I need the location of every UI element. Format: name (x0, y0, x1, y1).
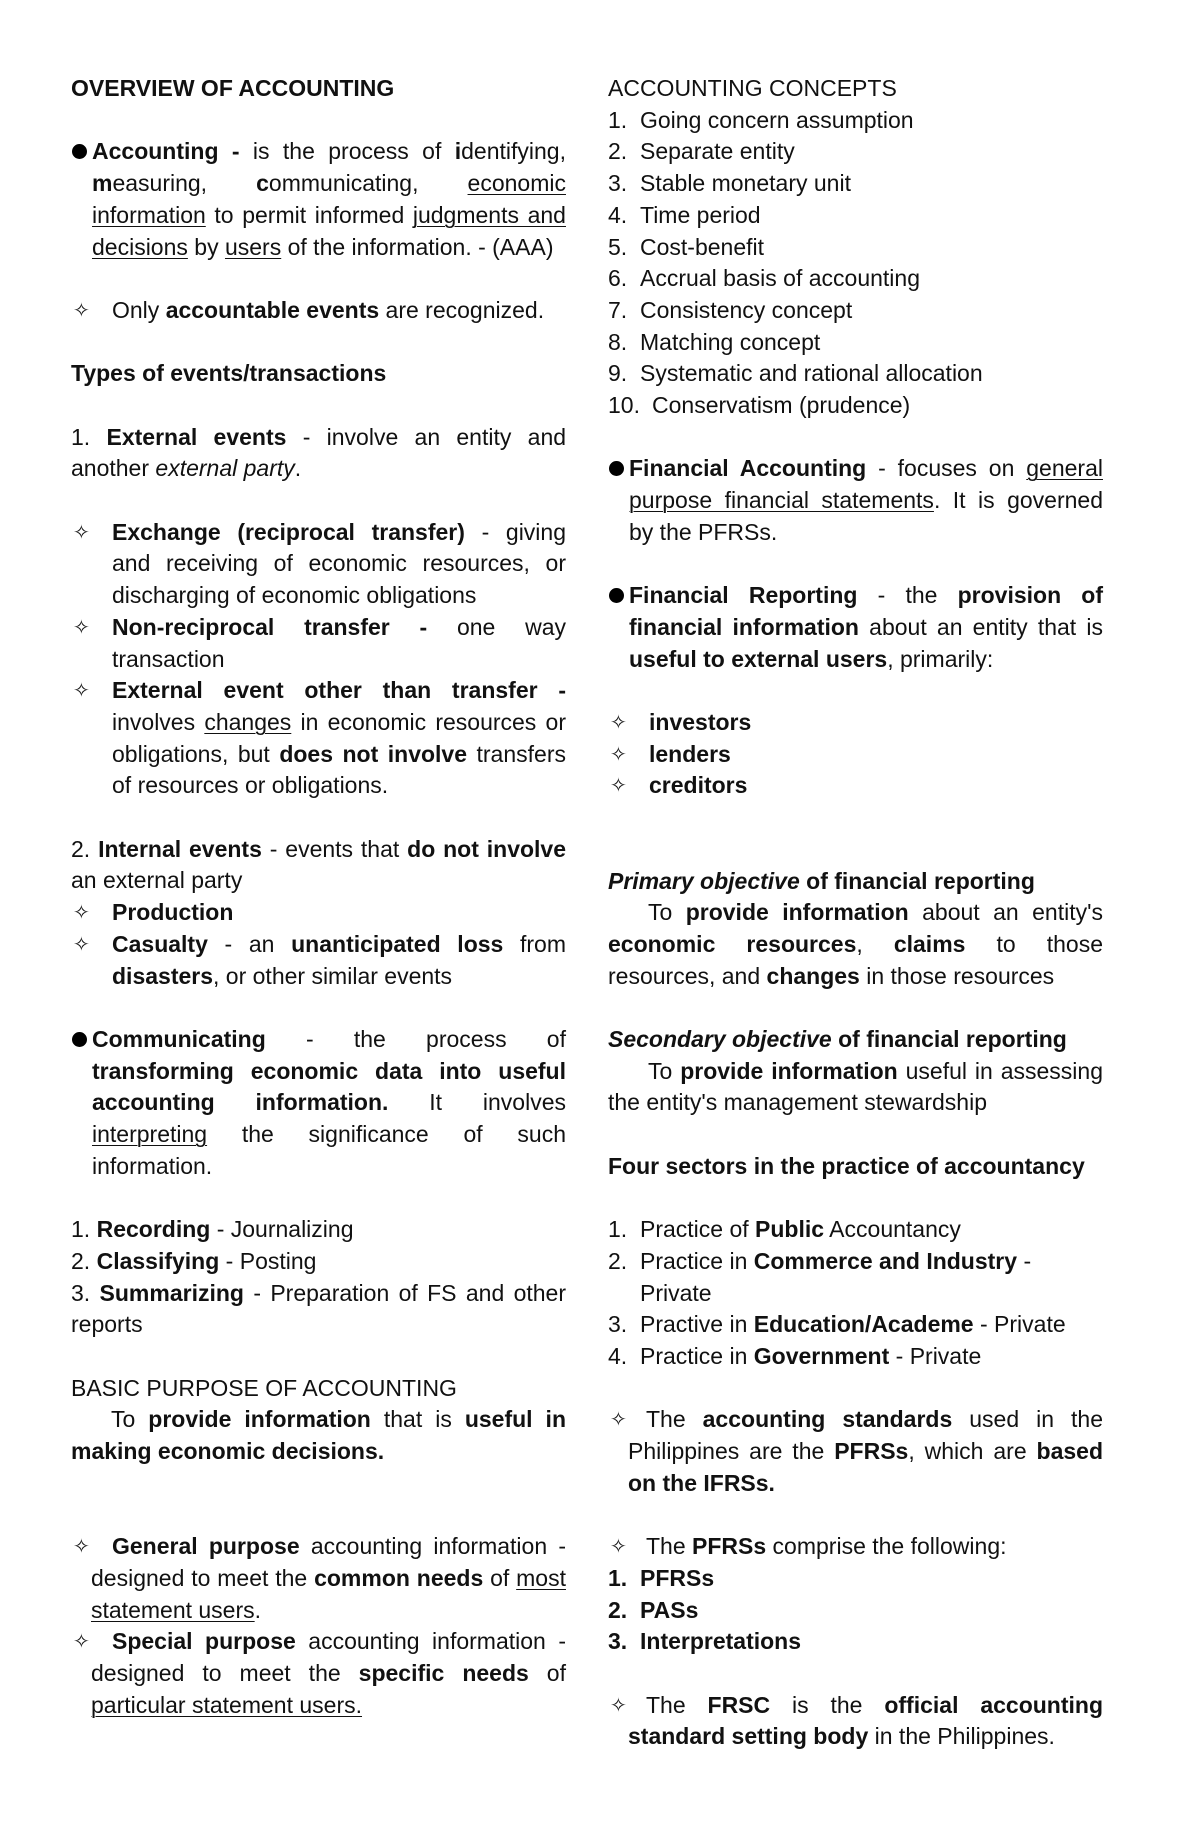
star-bullet-icon: ✧ (73, 1534, 90, 1559)
text: Primary objective (608, 867, 800, 894)
text (628, 1692, 646, 1718)
text: is the process of (239, 138, 455, 165)
text: useful in assessing the entity's management stewardship (608, 1057, 1104, 1116)
text: provide information (685, 899, 909, 926)
list-item (608, 136, 1103, 168)
text: Recording (96, 1216, 211, 1243)
text: , (856, 930, 894, 957)
text: is the (770, 1691, 885, 1718)
text: specific needs (358, 1660, 529, 1686)
star-bullet-icon: ✧ (73, 931, 90, 956)
star-bullet-icon: ✧ (73, 297, 90, 322)
user-lenders (608, 739, 1103, 771)
list-item (608, 200, 1103, 232)
user-creditors (608, 770, 1103, 802)
text: Communicating (92, 1025, 266, 1052)
text: Secondary objective (608, 1026, 832, 1053)
text: that is (370, 1406, 465, 1433)
text: of financial reporting (831, 1026, 1067, 1053)
star-bullet-icon: ✧ (73, 1629, 90, 1654)
text: The (646, 1533, 693, 1560)
casualty-item (71, 929, 566, 992)
text: one way transaction (112, 613, 566, 672)
standards-note (608, 1404, 1103, 1499)
types-heading: Types of events/transactions (71, 360, 387, 387)
text: 7. (608, 296, 628, 323)
text: provide information (148, 1406, 371, 1433)
list-item (608, 327, 1103, 359)
text: The (646, 1691, 708, 1718)
bullet-dot-icon (72, 144, 87, 159)
text: PFRSs (834, 1438, 909, 1465)
text (628, 1533, 646, 1559)
list-item (608, 1626, 1103, 1658)
text: It involves (388, 1089, 566, 1116)
star-bullet-icon: ✧ (610, 741, 627, 766)
text: changes (204, 708, 292, 735)
text: , primarily: (887, 645, 994, 672)
text: provide information (680, 1057, 898, 1084)
text (91, 1533, 112, 1559)
text: of financial reporting (799, 867, 1035, 894)
text: Exchange (reciprocal transfer) (112, 518, 465, 545)
text: - involve an entity and another (71, 423, 567, 482)
text: provision of financial information (629, 582, 1103, 640)
text: 4. (608, 201, 628, 228)
text: disasters (112, 962, 214, 989)
text: of (528, 1660, 566, 1686)
frsc-note (608, 1690, 1103, 1753)
text: common needs (314, 1564, 484, 1591)
nonreciprocal-item (71, 612, 566, 675)
text: useful in making economic decisions. (71, 1406, 566, 1465)
text: Practice in (640, 1247, 754, 1274)
text: in those resources (859, 962, 1055, 989)
text: Special purpose (112, 1628, 296, 1655)
list-item (608, 1341, 1103, 1373)
text: Going concern assumption (640, 106, 914, 133)
text: Financial Accounting (629, 455, 867, 482)
text: economic resources (608, 930, 857, 957)
text: of the information. - (AAA) (281, 233, 554, 260)
text: Non-reciprocal transfer - (112, 613, 428, 640)
primary-objective-heading (608, 866, 1103, 898)
star-bullet-icon: ✧ (610, 1692, 627, 1717)
text: Consistency concept (640, 296, 853, 323)
list-item (608, 390, 1103, 422)
text: PFRSs (692, 1533, 767, 1560)
bullet-dot-icon (609, 461, 624, 476)
text: dentifying, (461, 138, 566, 165)
text: used in the Philippines are the (628, 1406, 1104, 1465)
star-bullet-icon: ✧ (610, 1534, 627, 1559)
text (91, 1628, 112, 1654)
exchange-item (71, 517, 566, 612)
text: 3. (608, 1628, 628, 1655)
primary-objective-text (608, 897, 1103, 992)
text: accounting information - designed to meet the (91, 1533, 566, 1591)
text: , or other similar events (213, 962, 453, 989)
text: particular statement users. (91, 1691, 363, 1718)
text: Matching concept (640, 328, 821, 355)
list-item (608, 105, 1103, 137)
text: useful to external users (629, 645, 888, 672)
left-column (71, 73, 566, 1721)
list-item (608, 1214, 1103, 1246)
text: Separate entity (640, 138, 795, 165)
text: Conservatism (prudence) (652, 392, 911, 419)
text: does not involve (279, 740, 468, 767)
text: - Private (889, 1343, 982, 1370)
text: - Preparation of FS and other reports (71, 1279, 567, 1338)
term: Accounting - (92, 138, 240, 165)
bullet-dot-icon (72, 1032, 87, 1047)
text: 3. (71, 1279, 91, 1306)
bullet-dot-icon (609, 588, 624, 603)
text: do not involve (407, 835, 567, 862)
star-bullet-icon: ✧ (73, 678, 90, 703)
secondary-objective-heading (608, 1024, 1103, 1056)
text: lenders (649, 740, 731, 767)
text: 2. (608, 1247, 628, 1274)
text: 9. (608, 360, 628, 387)
text: 3. (608, 170, 628, 197)
list-item (608, 1246, 1103, 1309)
text: - Private (640, 1247, 1032, 1306)
text: i (454, 138, 462, 165)
internal-events (71, 834, 566, 897)
text: External events (106, 423, 287, 450)
user-investors (608, 707, 1103, 739)
text (628, 1406, 646, 1432)
list-item (608, 263, 1103, 295)
basic-purpose-text (71, 1404, 566, 1467)
text: - Posting (219, 1247, 317, 1274)
basic-purpose-heading: BASIC PURPOSE OF ACCOUNTING (71, 1374, 457, 1401)
text: accounting information - designed to meet the (91, 1628, 567, 1686)
text: Only (112, 296, 166, 323)
list-item (608, 358, 1103, 390)
text: 1. (608, 106, 628, 133)
text: PASs (640, 1596, 699, 1623)
financial-accounting-definition (608, 453, 1103, 548)
text: changes (766, 962, 860, 989)
production-item (71, 897, 566, 929)
secondary-objective-text (608, 1056, 1103, 1119)
text: - the process of (265, 1025, 566, 1052)
text: 8. (608, 328, 628, 355)
text: general purpose financial statements (629, 455, 1103, 514)
text: Time period (640, 201, 761, 228)
text: Interpretations (640, 1628, 802, 1655)
general-purpose-item (71, 1531, 566, 1626)
text: 3. (608, 1311, 628, 1338)
text: external party (155, 455, 295, 482)
right-column (608, 73, 1103, 1753)
step-classifying (71, 1246, 566, 1278)
text: from (503, 930, 566, 957)
text: Government (753, 1343, 890, 1370)
text: accountable events (165, 296, 380, 323)
accountable-events-note (71, 295, 566, 327)
text: FRSC (707, 1691, 771, 1718)
text: c (256, 170, 269, 197)
text: 2. (71, 835, 91, 862)
text: . (294, 455, 302, 482)
text: To (111, 1406, 149, 1433)
star-bullet-icon: ✧ (73, 614, 90, 639)
page-title: OVERVIEW OF ACCOUNTING (71, 75, 395, 101)
text: to those resources, and (608, 930, 1103, 989)
text: 1. (608, 1564, 628, 1591)
text: transforming economic data into useful accounting information. (92, 1057, 566, 1116)
text: comprise the following: (766, 1533, 1007, 1560)
text: based on the IFRSs. (628, 1438, 1104, 1496)
text: economic information (92, 170, 566, 228)
text: Practice of (640, 1216, 756, 1243)
star-bullet-icon: ✧ (610, 710, 627, 735)
concepts-list (608, 105, 1103, 422)
star-bullet-icon: ✧ (73, 900, 90, 925)
text: To (648, 899, 686, 926)
sectors-heading: Four sectors in the practice of accountancy (608, 1152, 1085, 1179)
text: unanticipated loss (291, 930, 504, 957)
text: are recognized. (379, 296, 545, 323)
text: involves (112, 708, 205, 735)
text: by (187, 233, 225, 260)
text: PFRSs (640, 1564, 715, 1591)
text: official accounting standard setting body (628, 1691, 1104, 1750)
text: - giving and receiving of economic resources, or discharging of economic obligations (112, 518, 566, 609)
text: To (648, 1057, 681, 1084)
text: an external party (71, 867, 243, 894)
text: 6. (608, 265, 628, 292)
text: - Private (973, 1311, 1066, 1338)
text: 1. (71, 1216, 91, 1243)
text: - the (857, 582, 958, 609)
text: - events that (261, 835, 408, 862)
text: accounting standards (702, 1406, 953, 1433)
text: claims (893, 930, 966, 957)
text: in economic resources or obligations, but (112, 708, 566, 767)
star-bullet-icon: ✧ (610, 1407, 627, 1432)
text: Casualty (112, 930, 208, 957)
text: - Journalizing (210, 1216, 354, 1243)
external-other-item (71, 675, 566, 802)
text: The (646, 1406, 703, 1433)
list-item (608, 168, 1103, 200)
text: Public (755, 1216, 825, 1243)
external-events (71, 422, 566, 485)
text: 1. (71, 423, 91, 450)
text: Summarizing (99, 1279, 244, 1306)
text: 1. (608, 1216, 628, 1243)
text: . (254, 1596, 262, 1623)
text: of (483, 1564, 517, 1591)
text: users (224, 233, 282, 260)
financial-reporting-definition (608, 580, 1103, 675)
text: Financial Reporting (629, 582, 858, 609)
text: Stable monetary unit (640, 170, 851, 197)
text: interpreting (92, 1121, 208, 1148)
text: Education/Academe (753, 1311, 974, 1338)
pfrss-comprise-note (608, 1531, 1103, 1563)
text: most statement users (91, 1564, 566, 1623)
text: , which are (908, 1438, 1037, 1465)
text: - an (207, 930, 292, 957)
step-summarizing (71, 1278, 566, 1341)
text: 5. (608, 233, 628, 260)
text: in the Philippines. (868, 1723, 1055, 1750)
text: 2. (608, 138, 628, 165)
step-recording (71, 1214, 566, 1246)
text: the significance of such information. (92, 1121, 566, 1179)
text: 2. (71, 1247, 91, 1274)
text: - focuses on (866, 455, 1027, 482)
text: ommunicating, (268, 170, 468, 197)
text: about an entity's (908, 899, 1103, 926)
text: External event other than transfer - (112, 677, 566, 704)
text: General purpose (112, 1533, 300, 1560)
text: Accrual basis of accounting (640, 265, 920, 292)
text: Internal events (98, 835, 262, 862)
text: m (92, 170, 113, 197)
text: creditors (649, 772, 748, 799)
list-item (608, 1595, 1103, 1627)
text: . It is governed by the PFRSs. (629, 487, 1104, 545)
text: Classifying (96, 1247, 220, 1274)
text: to permit informed (205, 201, 413, 228)
list-item (608, 232, 1103, 264)
text: Practice in (640, 1343, 754, 1370)
star-bullet-icon: ✧ (73, 519, 90, 544)
text: transfers of resources or obligations. (112, 740, 566, 799)
special-purpose-item (71, 1626, 566, 1721)
star-bullet-icon: ✧ (610, 773, 627, 798)
concepts-heading: ACCOUNTING CONCEPTS (608, 75, 897, 101)
text: 2. (608, 1596, 628, 1623)
list-item (608, 1563, 1103, 1595)
communicating-definition (71, 1024, 566, 1183)
list-item (608, 295, 1103, 327)
text: Production (112, 899, 234, 926)
text: Commerce and Industry (753, 1247, 1018, 1274)
text: easuring, (112, 170, 257, 197)
text: Practive in (640, 1311, 754, 1338)
accounting-definition (71, 136, 566, 263)
text: Cost-benefit (640, 233, 765, 260)
text: 4. (608, 1343, 628, 1370)
text: investors (649, 709, 752, 736)
text: about an entity that is (858, 613, 1103, 640)
text: 10. (608, 392, 640, 419)
text: Systematic and rational allocation (640, 360, 983, 387)
text: Accountancy (824, 1216, 961, 1243)
text: judgments and decisions (92, 201, 566, 260)
list-item (608, 1309, 1103, 1341)
